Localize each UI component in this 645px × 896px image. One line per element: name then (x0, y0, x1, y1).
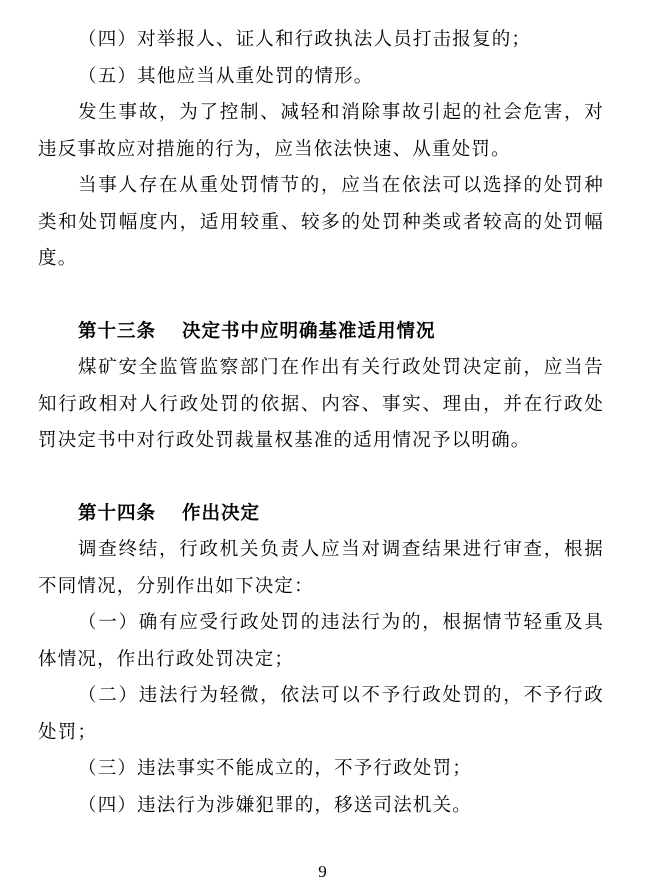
article-13-number: 第十三条 (78, 320, 157, 342)
article-14-title: 作出决定 (182, 502, 261, 524)
paragraph: 煤矿安全监管监察部门在作出有关行政处罚决定前，应当告知行政相对人行政处罚的依据、内容、事实、理由，并在行政处罚决定书中对行政处罚裁量权基准的适用情况予以明确。 (38, 357, 604, 451)
article-13-title: 决定书中应明确基准适用情况 (182, 320, 436, 342)
article-14-heading (38, 496, 604, 533)
paragraph: （一）确有应受行政处罚的违法行为的，根据情节轻重及具体情况，作出行政处罚决定； (38, 612, 604, 670)
page-content (38, 22, 604, 824)
page-number: 9 (318, 862, 327, 881)
paragraph: （四）对举报人、证人和行政执法人员打击报复的； (78, 29, 532, 50)
paragraph: 当事人存在从重处罚情节的，应当在依法可以选择的处罚种类和处罚幅度内，适用较重、较多的处罚种类或者较高的处罚幅度。 (38, 175, 604, 269)
paragraph: （二）违法行为轻微，依法可以不予行政处罚的，不予行政处罚； (38, 685, 604, 743)
paragraph: （三）违法事实不能成立的，不予行政处罚； (78, 758, 473, 779)
paragraph: 调查终结，行政机关负责人应当对调查结果进行审查，根据不同情况，分别作出如下决定： (38, 539, 604, 597)
article-14-number: 第十四条 (78, 502, 157, 524)
paragraph: （四）违法行为涉嫌犯罪的，移送司法机关。 (78, 794, 473, 816)
paragraph: 发生事故，为了控制、减轻和消除事故引起的社会危害，对违反事故应对措施的行为，应当依法快速、从重处罚。 (38, 102, 604, 160)
article-13-heading (38, 314, 604, 351)
paragraph: （五）其他应当从重处罚的情形。 (78, 65, 374, 87)
